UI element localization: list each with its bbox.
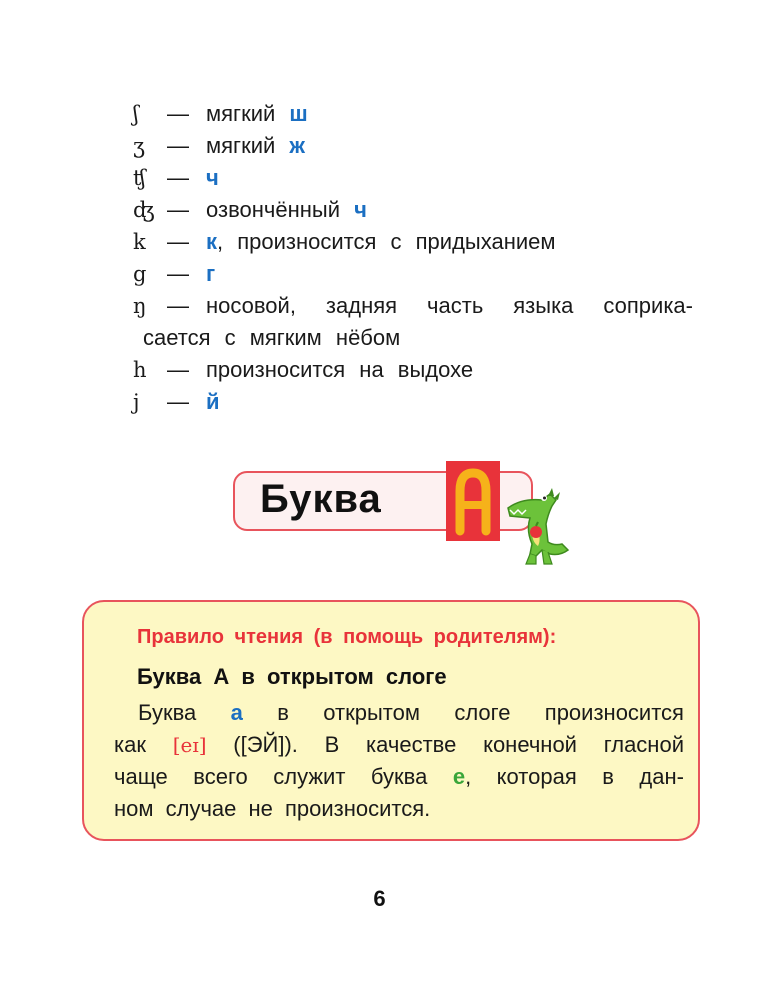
ipa-transcription: [eɪ] xyxy=(172,733,207,757)
rule-text-line: как [eɪ] ([ЭЙ]). В качестве конечной гласной xyxy=(114,732,684,757)
phonetic-row-ng xyxy=(133,290,693,322)
page-number: 6 xyxy=(373,886,386,911)
banner-title: Буква xyxy=(260,477,382,521)
phonetic-symbol: h xyxy=(133,358,147,382)
phonetic-row-j xyxy=(133,386,693,418)
russian-letter: ч xyxy=(206,165,219,190)
rule-text-line: Буква a в открытом слоге произносится xyxy=(138,700,684,725)
rule-text-line: ном случае не произносится. xyxy=(114,796,431,821)
dash: — xyxy=(167,229,189,254)
crocodile-icon xyxy=(502,484,574,568)
phonetic-symbol: ʧ xyxy=(133,166,146,190)
letter-a-tile xyxy=(446,461,500,541)
phonetic-row-dzh xyxy=(133,194,693,226)
phonetic-row-ng-continuation xyxy=(133,322,693,354)
russian-letter: ш xyxy=(289,101,308,126)
dash: — xyxy=(167,197,189,222)
russian-letter: г xyxy=(206,261,216,286)
phonetic-row-k xyxy=(133,226,693,258)
rule-subheading: Буква А в открытом слоге xyxy=(137,664,447,689)
phonetic-symbol: ʒ xyxy=(133,134,145,158)
rule-text-line: чаще всего служит буква e, которая в дан- xyxy=(114,764,684,789)
phonetic-description xyxy=(206,258,215,290)
phonetic-list xyxy=(133,98,693,418)
letter-e-highlight: e xyxy=(452,764,466,789)
russian-letter: ж xyxy=(289,133,305,158)
phonetic-description: мягкий ш xyxy=(206,101,308,126)
phonetic-description: мягкий ж xyxy=(206,133,305,158)
phonetic-description xyxy=(206,162,219,194)
letter-a-highlight: a xyxy=(230,700,243,725)
dash: — xyxy=(167,165,189,190)
phonetic-row-g xyxy=(133,258,693,290)
dash: — xyxy=(167,293,189,318)
dash: — xyxy=(167,389,189,414)
rule-heading: Правило чтения (в помощь родителям): xyxy=(137,626,557,648)
phonetic-row-sh xyxy=(133,98,693,130)
phonetic-row-zh xyxy=(133,130,693,162)
russian-letter: к xyxy=(206,229,218,254)
reading-rule-box xyxy=(82,600,700,841)
phonetic-symbol: ʃ xyxy=(133,102,139,126)
russian-letter: й xyxy=(206,389,220,414)
phonetic-description: к, произносится с придыханием xyxy=(206,229,556,254)
phonetic-symbol: ʤ xyxy=(133,198,155,222)
dash: — xyxy=(167,133,189,158)
phonetic-row-ch xyxy=(133,162,693,194)
letter-a-icon xyxy=(446,461,500,541)
crocodile-illustration xyxy=(502,484,574,573)
phonetic-description-continuation: сается с мягким нёбом xyxy=(143,325,401,350)
phonetic-description xyxy=(206,386,220,418)
phonetic-description: носовой, задняя часть языка соприка- xyxy=(206,293,693,318)
phonetic-row-h xyxy=(133,354,693,386)
dash: — xyxy=(167,357,189,382)
phonetic-symbol: ŋ xyxy=(133,294,147,318)
phonetic-symbol: k xyxy=(133,230,146,254)
phonetic-symbol: g xyxy=(133,262,147,286)
phonetic-description: произносится на выдохе xyxy=(206,357,474,382)
dash: — xyxy=(167,261,189,286)
russian-letter: ч xyxy=(354,197,367,222)
dash: — xyxy=(167,101,189,126)
phonetic-symbol: j xyxy=(133,390,140,414)
phonetic-description: озвончённый ч xyxy=(206,197,367,222)
